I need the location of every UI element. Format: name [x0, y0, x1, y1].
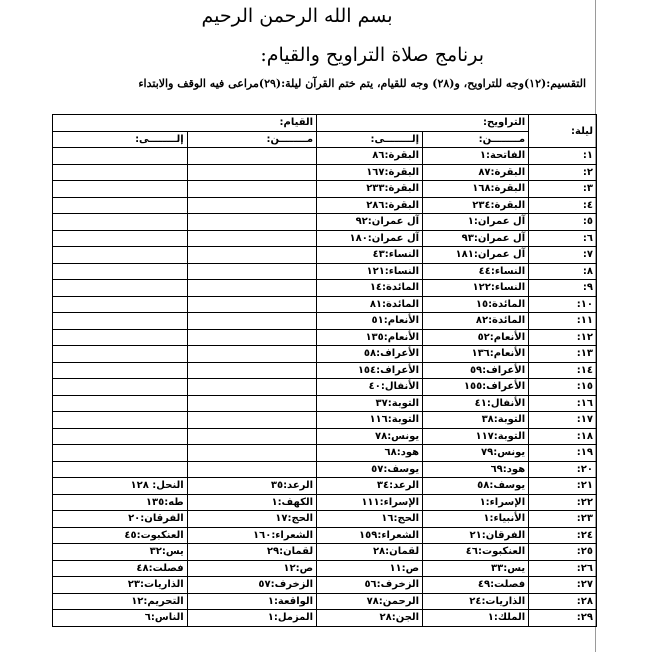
taraweeh-from-cell: آل عمران:١: [423, 214, 529, 231]
qiyam-to-cell: [53, 263, 188, 280]
table-row: [53, 148, 597, 165]
qiyam-from-cell: [187, 230, 316, 247]
qiyam-from-cell: الحج:١٧: [187, 511, 316, 528]
division-description: التقسيم:(١٢)وجه للتراويح، و(٢٨) وجه للقيام، يتم ختم القرآن ليلة:(٢٩)مراعى فيه الوقف والابتداء: [138, 77, 586, 90]
taraweeh-to-cell: ص:١١: [317, 560, 423, 577]
taraweeh-from-cell: فصلت:٤٩: [423, 577, 529, 594]
table-row: [53, 412, 597, 429]
taraweeh-to-cell: التوبة:١١٦: [317, 412, 423, 429]
taraweeh-to-cell: الأعراف:٥٨: [317, 346, 423, 363]
qiyam-from-cell: [187, 395, 316, 412]
qiyam-to-cell: [53, 362, 188, 379]
taraweeh-to-cell: الحج:١٦: [317, 511, 423, 528]
taraweeh-from-cell: التوبة:١١٧: [423, 428, 529, 445]
table-row: [53, 379, 597, 396]
table-row: [53, 247, 597, 264]
qiyam-to-cell: العنكبوت:٤٥: [53, 527, 188, 544]
taraweeh-from-cell: المائدة:٨٢: [423, 313, 529, 330]
table-row: [53, 280, 597, 297]
qiyam-from-cell: [187, 445, 316, 462]
taraweeh-to-cell: آل عمران:٩٢: [317, 214, 423, 231]
taraweeh-from-cell: التوبة:٣٨: [423, 412, 529, 429]
night-cell: ٢٤:: [529, 527, 597, 544]
night-cell: ١٠:: [529, 296, 597, 313]
qiyam-to-cell: [53, 230, 188, 247]
taraweeh-header: التراويح:: [317, 115, 529, 132]
night-cell: ٦:: [529, 230, 597, 247]
table-row: [53, 395, 597, 412]
qiyam-to-cell: النحل: ١٢٨: [53, 478, 188, 495]
qiyam-to-cell: [53, 445, 188, 462]
taraweeh-to-cell: هود:٦٨: [317, 445, 423, 462]
taraweeh-from-header: مــــــــن:: [423, 131, 529, 148]
taraweeh-from-cell: الأعراف:١٥٥: [423, 379, 529, 396]
taraweeh-from-cell: يس:٣٣: [423, 560, 529, 577]
night-cell: ٨:: [529, 263, 597, 280]
table-row: [53, 428, 597, 445]
taraweeh-to-header: إلــــــــى:: [317, 131, 423, 148]
qiyam-to-cell: [53, 181, 188, 198]
table-row: [53, 313, 597, 330]
taraweeh-from-cell: الملك:١: [423, 610, 529, 627]
schedule-table: [52, 114, 597, 627]
table-row: [53, 593, 597, 610]
qiyam-from-cell: [187, 296, 316, 313]
qiyam-from-cell: [187, 329, 316, 346]
taraweeh-from-cell: الذاريات:٢٤: [423, 593, 529, 610]
taraweeh-to-cell: يوسف:٥٧: [317, 461, 423, 478]
header-row: [53, 115, 597, 132]
qiyam-from-cell: [187, 164, 316, 181]
taraweeh-from-cell: البقرة:٨٧: [423, 164, 529, 181]
qiyam-to-cell: [53, 164, 188, 181]
qiyam-to-cell: [53, 296, 188, 313]
taraweeh-to-cell: آل عمران:١٨٠: [317, 230, 423, 247]
qiyam-from-cell: [187, 461, 316, 478]
table-row: [53, 494, 597, 511]
document-header: [0, 0, 594, 90]
qiyam-to-cell: [53, 313, 188, 330]
document-title: برنامج صلاة التراويح والقيام:: [260, 44, 484, 66]
qiyam-to-cell: [53, 214, 188, 231]
qiyam-to-cell: فصلت:٤٨: [53, 560, 188, 577]
table-row: [53, 527, 597, 544]
night-header: ليلة:: [529, 115, 597, 148]
taraweeh-to-cell: الأنعام:٥١: [317, 313, 423, 330]
qiyam-to-cell: [53, 346, 188, 363]
qiyam-from-cell: [187, 362, 316, 379]
basmala: بسم الله الرحمن الرحيم: [201, 5, 393, 27]
qiyam-to-cell: [53, 280, 188, 297]
table-row: [53, 610, 597, 627]
taraweeh-to-cell: الأنعام:١٣٥: [317, 329, 423, 346]
table-row: [53, 181, 597, 198]
night-cell: ٢٣:: [529, 511, 597, 528]
table-row: [53, 197, 597, 214]
qiyam-to-cell: الذاريات:٢٣: [53, 577, 188, 594]
taraweeh-to-cell: النساء:٤٣: [317, 247, 423, 264]
taraweeh-from-cell: يونس:٧٩: [423, 445, 529, 462]
night-cell: ٥:: [529, 214, 597, 231]
night-cell: ٩:: [529, 280, 597, 297]
qiyam-from-cell: [187, 346, 316, 363]
qiyam-to-cell: [53, 197, 188, 214]
night-cell: ١٣:: [529, 346, 597, 363]
table-row: [53, 445, 597, 462]
table-row: [53, 263, 597, 280]
taraweeh-to-cell: الأنفال:٤٠: [317, 379, 423, 396]
night-cell: ٢١:: [529, 478, 597, 495]
taraweeh-to-cell: لقمان:٢٨: [317, 544, 423, 561]
qiyam-to-cell: [53, 428, 188, 445]
night-cell: ١٢:: [529, 329, 597, 346]
qiyam-from-cell: المزمل:١: [187, 610, 316, 627]
taraweeh-from-cell: الأنفال:٤١: [423, 395, 529, 412]
taraweeh-from-cell: الإسراء:١: [423, 494, 529, 511]
table-row: [53, 329, 597, 346]
taraweeh-to-cell: المائدة:١٤: [317, 280, 423, 297]
qiyam-to-cell: [53, 461, 188, 478]
taraweeh-from-cell: البقرة:٢٣٤: [423, 197, 529, 214]
taraweeh-to-cell: الزخرف:٥٦: [317, 577, 423, 594]
qiyam-from-cell: الزخرف:٥٧: [187, 577, 316, 594]
night-cell: ٢٩:: [529, 610, 597, 627]
taraweeh-from-cell: البقرة:١٦٨: [423, 181, 529, 198]
qiyam-to-cell: [53, 379, 188, 396]
taraweeh-from-cell: آل عمران:١٨١: [423, 247, 529, 264]
qiyam-from-cell: [187, 412, 316, 429]
taraweeh-from-cell: الأعراف:٥٩: [423, 362, 529, 379]
qiyam-from-cell: لقمان:٢٩: [187, 544, 316, 561]
taraweeh-from-cell: الفرقان:٢١: [423, 527, 529, 544]
table-row: [53, 461, 597, 478]
qiyam-from-cell: [187, 148, 316, 165]
taraweeh-to-cell: الرعد:٣٤: [317, 478, 423, 495]
taraweeh-to-cell: الشعراء:١٥٩: [317, 527, 423, 544]
taraweeh-to-cell: يونس:٧٨: [317, 428, 423, 445]
taraweeh-to-cell: البقرة:١٦٧: [317, 164, 423, 181]
taraweeh-to-cell: البقرة:٢٨٦: [317, 197, 423, 214]
taraweeh-from-cell: يوسف:٥٨: [423, 478, 529, 495]
night-cell: ٢٦:: [529, 560, 597, 577]
taraweeh-to-cell: الإسراء:١١١: [317, 494, 423, 511]
night-cell: ٢٢:: [529, 494, 597, 511]
taraweeh-from-cell: الأنعام:٥٢: [423, 329, 529, 346]
qiyam-to-cell: [53, 329, 188, 346]
qiyam-to-cell: [53, 395, 188, 412]
qiyam-to-header: إلــــــــى:: [53, 131, 188, 148]
night-cell: ٧:: [529, 247, 597, 264]
qiyam-header: القيام:: [53, 115, 317, 132]
qiyam-from-cell: [187, 214, 316, 231]
table-row: [53, 346, 597, 363]
night-cell: ١٥:: [529, 379, 597, 396]
taraweeh-from-cell: الفاتحة:١: [423, 148, 529, 165]
taraweeh-from-cell: المائدة:١٥: [423, 296, 529, 313]
table-row: [53, 560, 597, 577]
qiyam-from-cell: ص:١٢: [187, 560, 316, 577]
qiyam-from-cell: [187, 247, 316, 264]
night-cell: ١:: [529, 148, 597, 165]
night-cell: ٣:: [529, 181, 597, 198]
night-cell: ١٧:: [529, 412, 597, 429]
table-row: [53, 478, 597, 495]
night-cell: ٢٥:: [529, 544, 597, 561]
table-row: [53, 296, 597, 313]
taraweeh-to-cell: الأعراف:١٥٤: [317, 362, 423, 379]
taraweeh-to-cell: الجن:٢٨: [317, 610, 423, 627]
night-cell: ٢٠:: [529, 461, 597, 478]
table-row: [53, 511, 597, 528]
night-cell: ٢:: [529, 164, 597, 181]
night-cell: ١٤:: [529, 362, 597, 379]
taraweeh-from-cell: العنكبوت:٤٦: [423, 544, 529, 561]
table-row: [53, 164, 597, 181]
night-cell: ١٨:: [529, 428, 597, 445]
night-cell: ١١:: [529, 313, 597, 330]
qiyam-to-cell: يس:٣٢: [53, 544, 188, 561]
table-row: [53, 544, 597, 561]
taraweeh-to-cell: الرحمن:٧٨: [317, 593, 423, 610]
table-row: [53, 214, 597, 231]
taraweeh-to-cell: النساء:١٢١: [317, 263, 423, 280]
qiyam-to-cell: الفرقان:٢٠: [53, 511, 188, 528]
table-row: [53, 230, 597, 247]
taraweeh-from-cell: الأنبياء:١: [423, 511, 529, 528]
night-cell: ٤:: [529, 197, 597, 214]
qiyam-to-cell: طه:١٣٥: [53, 494, 188, 511]
qiyam-to-cell: التحريم:١٢: [53, 593, 188, 610]
taraweeh-from-cell: هود:٦٩: [423, 461, 529, 478]
taraweeh-to-cell: البقرة:٢٣٣: [317, 181, 423, 198]
qiyam-to-cell: الناس:٦: [53, 610, 188, 627]
taraweeh-to-cell: البقرة:٨٦: [317, 148, 423, 165]
qiyam-from-cell: الواقعة:١: [187, 593, 316, 610]
qiyam-from-cell: الشعراء:١٦٠: [187, 527, 316, 544]
qiyam-from-cell: [187, 263, 316, 280]
table-row: [53, 362, 597, 379]
table-row: [53, 577, 597, 594]
qiyam-from-cell: [187, 197, 316, 214]
qiyam-from-header: مــــــــن:: [187, 131, 316, 148]
qiyam-to-cell: [53, 148, 188, 165]
sub-header-row: [53, 131, 597, 148]
qiyam-from-cell: [187, 379, 316, 396]
taraweeh-from-cell: آل عمران:٩٣: [423, 230, 529, 247]
qiyam-to-cell: [53, 412, 188, 429]
night-cell: ١٦:: [529, 395, 597, 412]
night-cell: ١٩:: [529, 445, 597, 462]
taraweeh-to-cell: التوبة:٣٧: [317, 395, 423, 412]
qiyam-from-cell: [187, 428, 316, 445]
taraweeh-from-cell: النساء:١٢٢: [423, 280, 529, 297]
taraweeh-from-cell: الأنعام:١٣٦: [423, 346, 529, 363]
taraweeh-to-cell: المائدة:٨١: [317, 296, 423, 313]
qiyam-from-cell: [187, 280, 316, 297]
qiyam-to-cell: [53, 247, 188, 264]
night-cell: ٢٧:: [529, 577, 597, 594]
qiyam-from-cell: الرعد:٣٥: [187, 478, 316, 495]
schedule-body: [53, 148, 597, 627]
night-cell: ٢٨:: [529, 593, 597, 610]
qiyam-from-cell: [187, 313, 316, 330]
qiyam-from-cell: الكهف:١: [187, 494, 316, 511]
qiyam-from-cell: [187, 181, 316, 198]
taraweeh-from-cell: النساء:٤٤: [423, 263, 529, 280]
